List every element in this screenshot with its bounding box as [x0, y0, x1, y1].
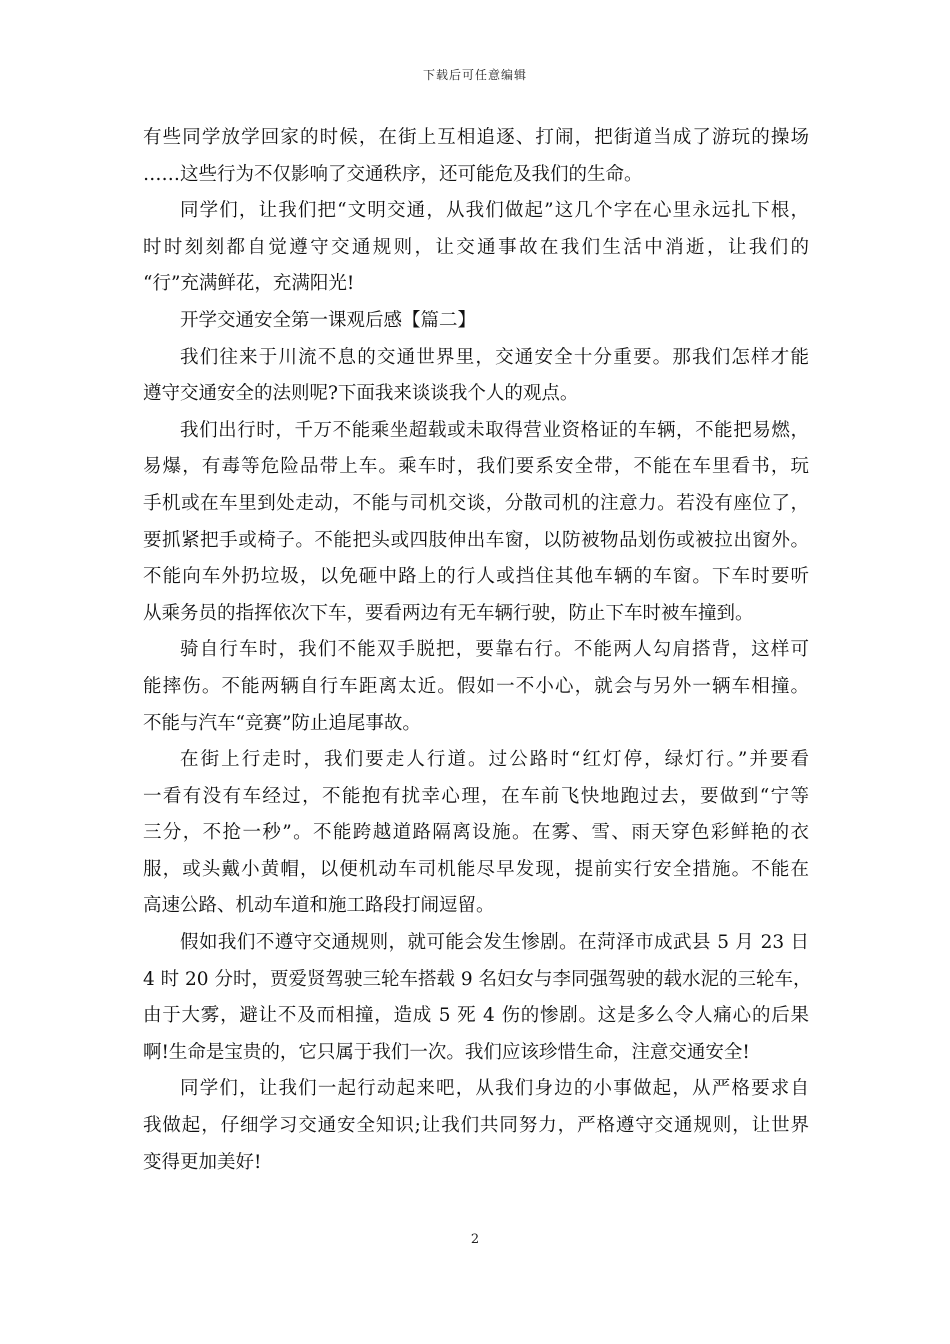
text-line: 三分，不抢一秒”。不能跨越道路隔离设施。在雾、雪、雨天穿色彩鲜艳的衣 — [143, 822, 809, 844]
text-line: 遵守交通安全的法则呢?下面我来谈谈我个人的观点。 — [143, 383, 579, 405]
text-line: 易爆，有毒等危险品带上车。乘车时，我们要系安全带，不能在车里看书，玩 — [143, 456, 809, 478]
text-line: 从乘务员的指挥依次下车，要看两边有无车辆行驶，防止下车时被车撞到。 — [143, 602, 754, 624]
text-line: 不能与汽车“竞赛”防止追尾事故。 — [143, 712, 421, 734]
text-line: 我们往来于川流不息的交通世界里，交通安全十分重要。那我们怎样才能 — [180, 346, 809, 368]
text-line: 同学们，让我们一起行动起来吧，从我们身边的小事做起，从严格要求自 — [180, 1078, 809, 1100]
text-line: 能摔伤。不能两辆自行车距离太近。假如一不小心，就会与另外一辆车相撞。 — [143, 675, 809, 697]
text-line: 由于大雾，避让不及而相撞，造成 5 死 4 伤的惨剧。这是多么令人痛心的后果 — [143, 1005, 809, 1027]
page-number: 2 — [470, 1232, 480, 1247]
text-line: 啊!生命是宝贵的，它只属于我们一次。我们应该珍惜生命，注意交通安全! — [143, 1041, 750, 1063]
text-line: 在街上行走时，我们要走人行道。过公路时“红灯停，绿灯行。”并要看 — [180, 749, 809, 771]
text-line: 要抓紧把手或椅子。不能把头或四肢伸出车窗，以防被物品划伤或被拉出窗外。 — [143, 529, 809, 551]
text-line: 同学们，让我们把“文明交通，从我们做起”这几个字在心里永远扎下根， — [180, 200, 809, 222]
text-line: 手机或在车里到处走动，不能与司机交谈，分散司机的注意力。若没有座位了， — [143, 492, 809, 514]
text-line: 我做起，仔细学习交通安全知识;让我们共同努力，严格遵守交通规则，让世界 — [143, 1115, 809, 1137]
text-line: 骑自行车时，我们不能双手脱把，要靠右行。不能两人勾肩搭背，这样可 — [180, 639, 809, 661]
text-line: 变得更加美好! — [143, 1151, 262, 1173]
text-line: 高速公路、机动车道和施工路段打闹逗留。 — [143, 895, 495, 917]
text-line: 时时刻刻都自觉遵守交通规则，让交通事故在我们生活中消逝，让我们的 — [143, 236, 809, 258]
text-line: 有些同学放学回家的时候，在街上互相追逐、打闹，把街道当成了游玩的操场 — [143, 127, 809, 148]
section-heading: 开学交通安全第一课观后感【篇二】 — [180, 309, 477, 331]
text-line: 不能向车外扔垃圾，以免砸中路上的行人或挡住其他车辆的车窗。下车时要听 — [143, 566, 809, 588]
page-header: 下载后可任意编辑 — [422, 68, 527, 82]
text-line: 一看有没有车经过，不能抱有扰幸心理，在车前飞快地跑过去，要做到“宁等 — [143, 785, 809, 807]
text-line: 假如我们不遵守交通规则，就可能会发生惨剧。在菏泽市成武县 5 月 23 日 — [180, 932, 809, 954]
text-line: 我们出行时，千万不能乘坐超载或未取得营业资格证的车辆，不能把易燃， — [180, 419, 809, 441]
text-line: ……这些行为不仅影响了交通秩序，还可能危及我们的生命。 — [143, 163, 643, 185]
text-line: 服，或头戴小黄帽，以便机动车司机能尽早发现，提前实行安全措施。不能在 — [143, 858, 809, 880]
text-line: 4 时 20 分时，贾爱贤驾驶三轮车搭载 9 名妇女与李同强驾驶的载水泥的三轮车， — [143, 968, 812, 990]
text-line: “行”充满鲜花，充满阳光! — [143, 273, 355, 295]
document-body — [143, 120, 812, 1181]
